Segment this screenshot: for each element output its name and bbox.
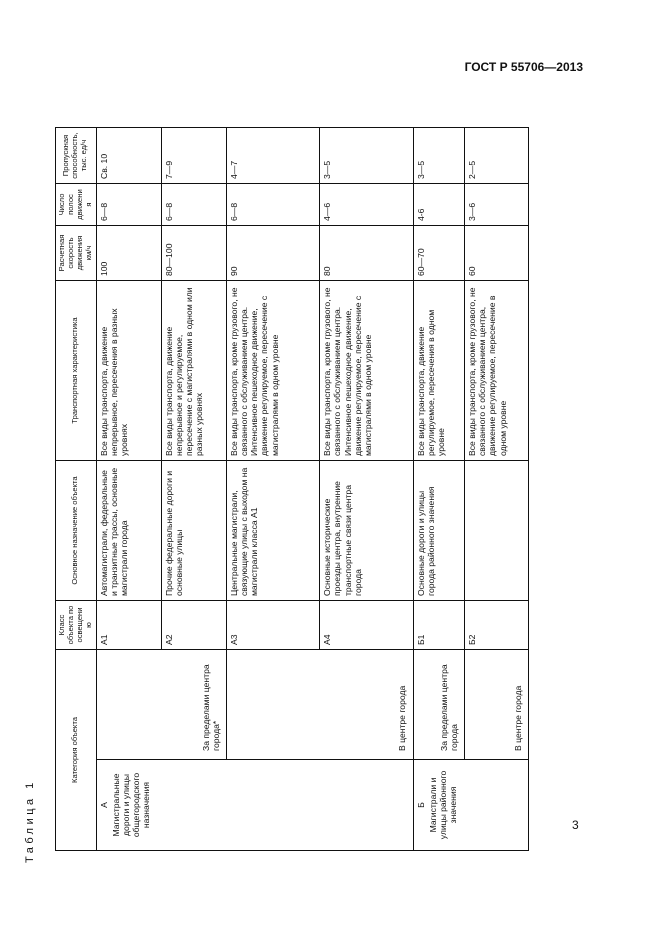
transport-cell: Все виды транспорта, кроме грузового, не связанного с обслуживанием центра. Интенсивное пешеходное движение, движение регулируемое, пересечение с магистралями в одном уровне	[320, 281, 413, 461]
class-cell: Б1	[413, 601, 465, 650]
transport-cell: Все виды транспорта, движение регулируемое, пересечения в одном уровне	[413, 281, 465, 461]
table-header-row	[56, 128, 97, 851]
subcategory-cell	[413, 650, 465, 760]
header-transport: Транспортная характеристика	[56, 281, 97, 461]
speed-cell: 60—70	[413, 226, 465, 281]
header-capacity: Пропускная способность, тыс. ед/ч	[56, 128, 97, 184]
lanes-cell: 6—8	[226, 184, 319, 226]
transport-cell: Все виды транспорта, движение непрерывное, пересечения в разных уровнях	[96, 281, 161, 461]
transport-cell: Все виды транспорта, кроме грузового, не связанного с обслуживанием центра, движение регулируемое, пересечение в одном уровне	[465, 281, 529, 461]
header-lanes: Число полос движения	[56, 184, 97, 226]
speed-cell: 80—100	[161, 226, 226, 281]
table-title: Таблица 1	[24, 779, 36, 863]
category-code: Б	[415, 802, 426, 808]
category-name: Магистрали и улицы районного значения	[427, 770, 458, 840]
capacity-cell: 4—7	[226, 128, 319, 184]
capacity-cell: Св. 10	[96, 128, 161, 184]
purpose-cell: Основные дороги и улицы города районного значения	[413, 461, 465, 601]
transport-cell: Все виды транспорта, кроме грузового, не связанного с обслуживанием центра. Интенсивное пешеходное движение, движение регулируемое, пересечение с магистралями в одном уровне	[226, 281, 319, 461]
class-cell: А2	[161, 601, 226, 650]
page-number: 3	[572, 818, 579, 832]
capacity-cell: 7—9	[161, 128, 226, 184]
speed-cell: 60	[465, 226, 529, 281]
road-classification-table	[55, 127, 529, 851]
purpose-cell: Основные исторические проезды центра, внутренние транспортные связи центра города	[320, 461, 413, 601]
category-group-b	[413, 760, 528, 851]
subcategory-label: За пределами центра города*	[200, 664, 221, 751]
subcategory-label: В центре города	[512, 685, 523, 751]
subcategory-cell	[465, 650, 529, 760]
class-cell: Б2	[465, 601, 529, 650]
capacity-cell: 3—5	[320, 128, 413, 184]
capacity-cell: 2—5	[465, 128, 529, 184]
header-class: Класс объекта по освещению	[56, 601, 97, 650]
speed-cell: 100	[96, 226, 161, 281]
subcategory-cell	[96, 650, 226, 760]
subcategory-label: В центре города	[397, 685, 408, 751]
category-name: Магистральные дороги и улицы общегородского назначения	[110, 772, 152, 838]
header-category: Категория объекта	[56, 650, 97, 851]
subcategory-label: За пределами центра города	[438, 664, 459, 751]
table-row	[226, 128, 319, 851]
class-cell: А1	[96, 601, 161, 650]
lanes-cell: 4-6	[413, 184, 465, 226]
lanes-cell: 6—8	[96, 184, 161, 226]
purpose-cell: Центральные магистрали, связующие улицы с выходом на магистрали класса А1	[226, 461, 319, 601]
header-speed: Расчетная скорость движения км/ч	[56, 226, 97, 281]
category-group-a	[96, 760, 413, 851]
table-row	[96, 128, 161, 851]
purpose-cell: Автомагистрали, федеральные и транзитные трассы, основные магистрали города	[96, 461, 161, 601]
table-row	[465, 128, 529, 851]
table-row	[413, 128, 465, 851]
subcategory-cell	[226, 650, 413, 760]
purpose-cell	[465, 461, 529, 601]
document-standard-header: ГОСТ Р 55706—2013	[464, 60, 583, 74]
class-cell: А4	[320, 601, 413, 650]
transport-cell: Все виды транспорта, движение непрерывное и регулируемое, пересечение с магистралями в одном или разных уровнях	[161, 281, 226, 461]
class-cell: А3	[226, 601, 319, 650]
header-purpose: Основное назначение объекта	[56, 461, 97, 601]
category-code: А	[98, 802, 109, 808]
rotated-table-container	[20, 123, 545, 863]
lanes-cell: 4—6	[320, 184, 413, 226]
lanes-cell: 3—6	[465, 184, 529, 226]
speed-cell: 80	[320, 226, 413, 281]
speed-cell: 90	[226, 226, 319, 281]
lanes-cell: 6—8	[161, 184, 226, 226]
capacity-cell: 3—5	[413, 128, 465, 184]
purpose-cell: Прочие федеральные дороги и основные улицы	[161, 461, 226, 601]
